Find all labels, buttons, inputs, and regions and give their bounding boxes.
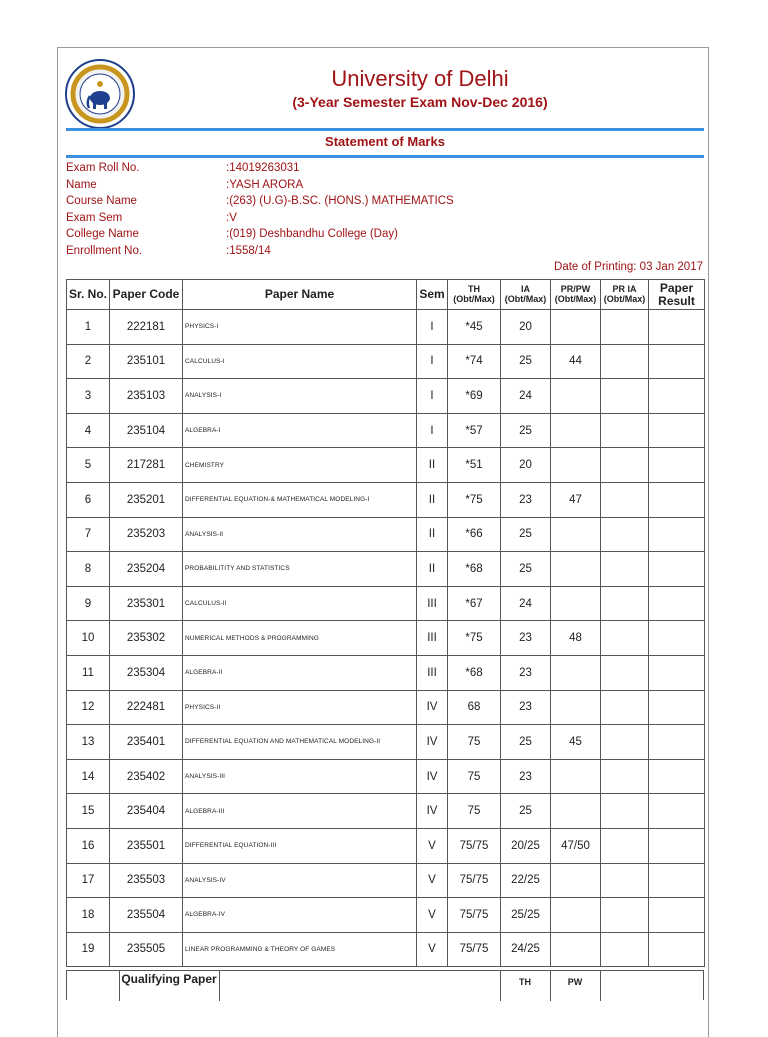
info-label: Enrollment No. [66,244,143,257]
cell-sr-no: 18 [67,898,110,933]
cell-pr-pw: 47/50 [551,828,601,863]
table-row [67,828,705,863]
cell-sem: III [417,586,448,621]
cell-paper-name: PHYSICS-I [183,310,417,345]
cell-ia: 20/25 [501,828,551,863]
cell-sr-no: 14 [67,759,110,794]
cell-sr-no: 3 [67,379,110,414]
cell-paper-result [649,725,705,760]
university-title: University of Delhi [331,66,509,91]
cell-sem: II [417,482,448,517]
cell-pr-ia [601,898,649,933]
cell-paper-code: 235104 [110,413,183,448]
cell-sr-no: 10 [67,621,110,656]
info-label: College Name [66,228,139,240]
qualifying-divider [550,971,551,1001]
cell-sr-no: 5 [67,448,110,483]
table-row [67,690,705,725]
info-value: :14019263031 [226,162,300,174]
table-header-row [67,280,705,310]
table-row [67,621,705,656]
cell-ia: 25 [501,517,551,552]
cell-pr-ia [601,794,649,829]
table-row [67,552,705,587]
cell-pr-ia [601,621,649,656]
cell-sem: I [417,413,448,448]
cell-th: *68 [448,655,501,690]
cell-sem: V [417,898,448,933]
cell-sr-no: 6 [67,482,110,517]
cell-paper-name: CHEMISTRY [183,448,417,483]
info-row [66,212,706,229]
cell-pr-pw [551,448,601,483]
cell-paper-code: 235304 [110,655,183,690]
header-th [448,280,501,310]
cell-ia: 24/25 [501,932,551,967]
table-row [67,655,705,690]
cell-paper-result [649,552,705,587]
table-row [67,794,705,829]
cell-th: *75 [448,621,501,656]
cell-th: 75 [448,725,501,760]
cell-sem: I [417,310,448,345]
cell-sem: V [417,863,448,898]
info-value: :V [226,211,237,224]
cell-paper-code: 235201 [110,482,183,517]
cell-pr-ia [601,552,649,587]
info-row [66,162,706,179]
cell-ia: 25 [501,552,551,587]
header-ia-label: IA [521,284,530,295]
cell-pr-ia [601,690,649,725]
cell-paper-name: PHYSICS-II [183,690,417,725]
header-paper-code: Paper Code [110,280,183,310]
exam-subtitle: (3-Year Semester Exam Nov-Dec 2016) [292,94,548,110]
cell-ia: 23 [501,690,551,725]
cell-ia: 24 [501,586,551,621]
cell-paper-name: ANALYSIS-II [183,517,417,552]
qualifying-pw-header: PW [567,977,583,987]
cell-pr-ia [601,932,649,967]
info-label: Name [66,178,97,191]
cell-pr-ia [601,725,649,760]
info-row [66,245,706,262]
cell-ia: 23 [501,621,551,656]
cell-paper-result [649,379,705,414]
cell-pr-ia [601,413,649,448]
cell-ia: 23 [501,655,551,690]
cell-paper-code: 235101 [110,344,183,379]
cell-sem: I [417,379,448,414]
cell-pr-pw [551,690,601,725]
cell-paper-name: DIFFERENTIAL EQUATION-III [183,828,417,863]
cell-pr-pw: 45 [551,725,601,760]
cell-sem: IV [417,725,448,760]
cell-paper-code: 235103 [110,379,183,414]
cell-pr-pw [551,310,601,345]
cell-paper-code: 235505 [110,932,183,967]
header-sr-no: Sr. No. [67,280,110,310]
table-row [67,863,705,898]
cell-paper-result [649,863,705,898]
cell-paper-result [649,794,705,829]
cell-th: *74 [448,344,501,379]
info-row [66,195,706,212]
cell-paper-name: NUMERICAL METHODS & PROGRAMMING [183,621,417,656]
table-row [67,310,705,345]
cell-ia: 23 [501,482,551,517]
statement-title: Statement of Marks [325,134,445,149]
cell-sem: III [417,621,448,656]
cell-paper-code: 235404 [110,794,183,829]
cell-paper-name: ANALYSIS-I [183,379,417,414]
cell-paper-name: DIFFERENTIAL EQUATION-& MATHEMATICAL MODELING-I [183,482,417,517]
cell-th: 75/75 [448,898,501,933]
info-value: :YASH ARORA [226,178,304,191]
marks-table [66,279,705,967]
qualifying-th-header: TH [519,977,531,987]
cell-th: *75 [448,482,501,517]
info-row [66,228,706,245]
cell-pr-ia [601,310,649,345]
info-value: :(019) Deshbandhu College (Day) [226,228,398,240]
cell-paper-code: 235204 [110,552,183,587]
cell-sem: I [417,344,448,379]
cell-pr-pw [551,413,601,448]
cell-paper-result [649,482,705,517]
header-pr-pw [551,280,601,310]
header-pr-label: PR/PW [560,284,591,295]
info-label: Exam Sem [66,211,123,224]
cell-sem: IV [417,759,448,794]
cell-paper-name: ANALYSIS-IV [183,863,417,898]
info-label: Exam Roll No. [66,162,140,174]
cell-th: 75 [448,794,501,829]
header-ia-sub: (Obt/Max) [504,293,547,304]
table-row [67,517,705,552]
table-row [67,448,705,483]
cell-paper-result [649,310,705,345]
cell-paper-code: 235504 [110,898,183,933]
table-row [67,932,705,967]
cell-sem: II [417,448,448,483]
header-pr-sub: (Obt/Max) [554,293,597,304]
header-th-sub: (Obt/Max) [453,293,495,304]
cell-ia: 20 [501,448,551,483]
cell-paper-name: PROBABILITITY AND STATISTICS [183,552,417,587]
cell-sr-no: 17 [67,863,110,898]
cell-sem: IV [417,690,448,725]
cell-paper-result [649,344,705,379]
cell-paper-name: ALGEBRA-III [183,794,417,829]
cell-pr-ia [601,482,649,517]
cell-pr-ia [601,517,649,552]
cell-sem: II [417,517,448,552]
cell-sem: V [417,932,448,967]
cell-sem: III [417,655,448,690]
cell-paper-code: 217281 [110,448,183,483]
cell-th: *68 [448,552,501,587]
cell-paper-name: CALCULUS-II [183,586,417,621]
cell-th: 75/75 [448,932,501,967]
divider-bottom [66,155,704,158]
cell-paper-result [649,932,705,967]
qualifying-divider [219,971,220,1001]
info-value: :1558/14 [226,244,271,257]
cell-sr-no: 8 [67,552,110,587]
cell-paper-result [649,621,705,656]
cell-paper-result [649,655,705,690]
cell-pr-pw [551,932,601,967]
cell-paper-name: LINEAR PROGRAMMING & THEORY OF GAMES [183,932,417,967]
cell-paper-code: 222481 [110,690,183,725]
cell-paper-result [649,898,705,933]
header-paper-result: Paper Result [649,280,705,310]
cell-pr-pw [551,863,601,898]
cell-pr-ia [601,759,649,794]
cell-paper-name: CALCULUS-I [183,344,417,379]
header-ia [501,280,551,310]
table-row [67,482,705,517]
header-paper-name: Paper Name [183,280,417,310]
table-row [67,379,705,414]
cell-pr-ia [601,655,649,690]
divider-top [66,128,704,131]
cell-pr-ia [601,379,649,414]
cell-th: *51 [448,448,501,483]
cell-pr-ia [601,863,649,898]
cell-th: *57 [448,413,501,448]
cell-pr-pw: 48 [551,621,601,656]
table-row [67,725,705,760]
cell-pr-pw [551,794,601,829]
cell-pr-ia [601,344,649,379]
cell-th: *69 [448,379,501,414]
cell-sem: IV [417,794,448,829]
cell-ia: 20 [501,310,551,345]
cell-sr-no: 4 [67,413,110,448]
cell-th: *67 [448,586,501,621]
header-pria-label: PR IA [612,284,637,295]
cell-paper-code: 235402 [110,759,183,794]
cell-pr-pw [551,655,601,690]
cell-sem: II [417,552,448,587]
cell-sr-no: 19 [67,932,110,967]
cell-paper-name: DIFFERENTIAL EQUATION AND MATHEMATICAL MODELING-II [183,725,417,760]
marks-table-body [67,310,705,967]
cell-paper-result [649,517,705,552]
cell-pr-pw [551,552,601,587]
cell-paper-code: 235301 [110,586,183,621]
cell-ia: 24 [501,379,551,414]
cell-ia: 23 [501,759,551,794]
cell-ia: 25 [501,794,551,829]
cell-sr-no: 13 [67,725,110,760]
header-pria-sub: (Obt/Max) [603,293,646,304]
qualifying-paper-table [66,970,704,1000]
table-row [67,759,705,794]
header-th-label: TH [468,284,480,295]
info-label: Course Name [66,195,137,207]
cell-pr-pw: 47 [551,482,601,517]
cell-paper-name: ALGEBRA-IV [183,898,417,933]
cell-sr-no: 11 [67,655,110,690]
table-row [67,898,705,933]
cell-paper-code: 222181 [110,310,183,345]
cell-paper-code: 235302 [110,621,183,656]
qualifying-divider [500,971,501,1001]
cell-paper-result [649,448,705,483]
header-sem: Sem [417,280,448,310]
cell-th: 68 [448,690,501,725]
cell-paper-result [649,586,705,621]
cell-th: 75/75 [448,863,501,898]
date-of-printing: Date of Printing: 03 Jan 2017 [554,261,703,273]
cell-th: *66 [448,517,501,552]
qualifying-divider [600,971,601,1001]
cell-pr-pw [551,586,601,621]
cell-ia: 25/25 [501,898,551,933]
cell-pr-pw [551,759,601,794]
cell-pr-pw [551,379,601,414]
qualifying-paper-label: Qualifying Paper [121,972,217,986]
cell-ia: 25 [501,725,551,760]
cell-paper-name: ALGEBRA-I [183,413,417,448]
cell-paper-result [649,690,705,725]
info-value: :(263) (U.G)-B.SC. (HONS.) MATHEMATICS [226,195,454,207]
cell-paper-code: 235401 [110,725,183,760]
cell-ia: 25 [501,413,551,448]
cell-sr-no: 1 [67,310,110,345]
cell-th: 75 [448,759,501,794]
student-info [66,162,706,261]
cell-sr-no: 15 [67,794,110,829]
cell-sem: V [417,828,448,863]
cell-sr-no: 16 [67,828,110,863]
table-row [67,586,705,621]
cell-paper-name: ALGEBRA-II [183,655,417,690]
cell-paper-code: 235501 [110,828,183,863]
cell-th: *45 [448,310,501,345]
cell-paper-result [649,413,705,448]
cell-paper-result [649,828,705,863]
table-row [67,344,705,379]
cell-paper-name: ANALYSIS-III [183,759,417,794]
cell-ia: 22/25 [501,863,551,898]
cell-pr-ia [601,828,649,863]
cell-paper-result [649,759,705,794]
cell-pr-pw [551,898,601,933]
table-row [67,413,705,448]
cell-sr-no: 9 [67,586,110,621]
cell-paper-code: 235503 [110,863,183,898]
cell-th: 75/75 [448,828,501,863]
cell-pr-ia [601,586,649,621]
cell-pr-pw: 44 [551,344,601,379]
cell-pr-ia [601,448,649,483]
cell-ia: 25 [501,344,551,379]
cell-sr-no: 7 [67,517,110,552]
cell-sr-no: 12 [67,690,110,725]
header-pr-ia [601,280,649,310]
cell-sr-no: 2 [67,344,110,379]
cell-paper-code: 235203 [110,517,183,552]
university-seal-logo [64,58,136,130]
cell-pr-pw [551,517,601,552]
info-row [66,179,706,196]
